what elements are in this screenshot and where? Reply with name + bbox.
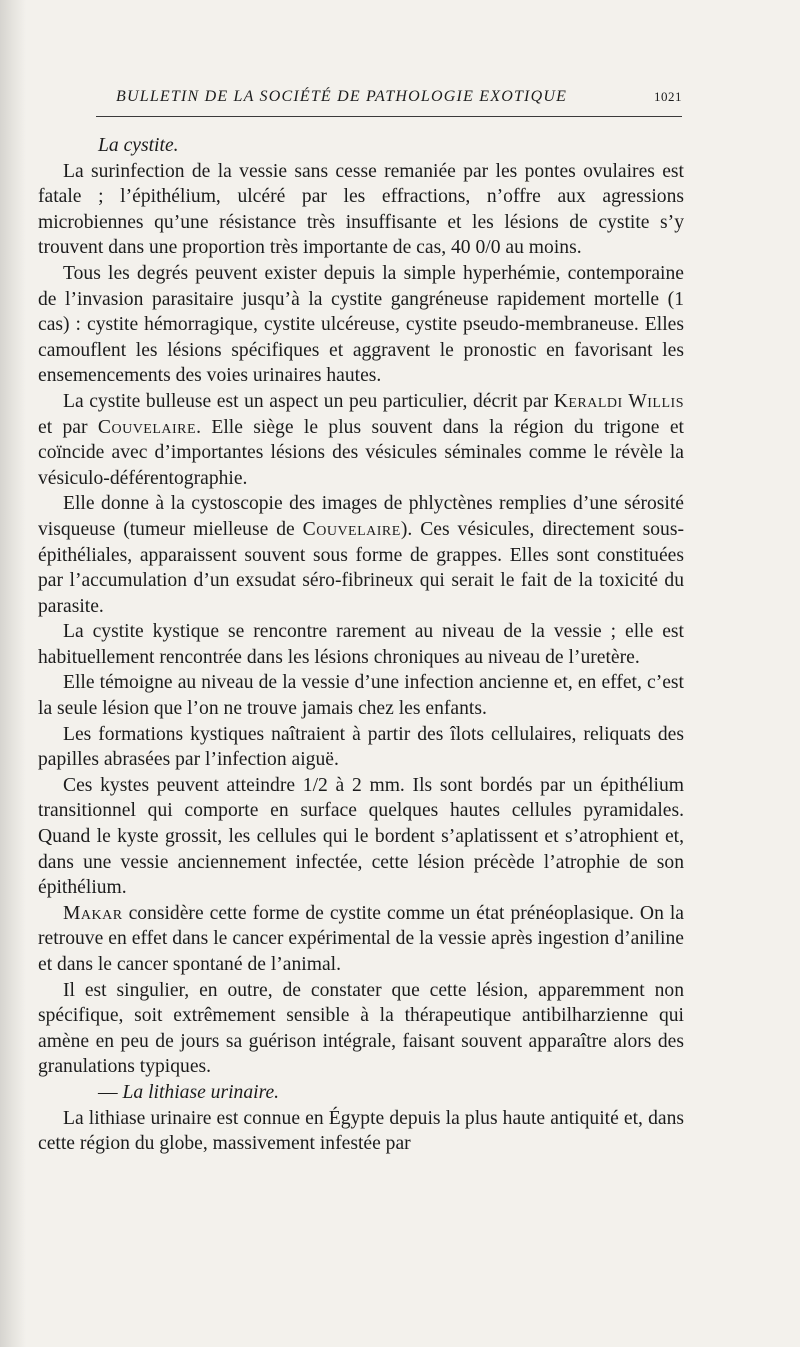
- author-name: Couvelaire: [302, 518, 401, 540]
- paragraph: [38, 491, 684, 619]
- paragraph: Tous les degrés peuvent exister depuis la simple hyperhémie, contemporaine de l’invasion parasitaire jusqu’à la cystite gangréneuse rapidement mortelle (1 cas) : cystite hémorragique, cystite ulcéreuse, cystite pseudo-membraneuse. Elles camouflent les lésions spécifiques et aggravent le pronostic en favorisant les ensemencements des voies urinaires hautes.: [38, 262, 684, 387]
- paragraph-text: et par: [38, 416, 98, 438]
- header-rule: [96, 116, 682, 117]
- paragraph: La lithiase urinaire est connue en Égypte depuis la plus haute antiquité et, dans cette région du globe, massivement infestée par: [38, 1107, 684, 1155]
- paragraph: [38, 389, 684, 491]
- page-gutter-shadow: [0, 0, 26, 1347]
- author-name: Keraldi: [553, 390, 623, 412]
- paragraph-text: Elle donne à la cystoscopie des images de phlyctènes remplies d’une sérosité visqueuse (tumeur mielleuse de: [38, 493, 684, 540]
- paragraph: Les formations kystiques naîtraient à partir des îlots cellulaires, reliquats des papilles abrasées par l’infection aiguë.: [38, 723, 684, 771]
- article-body: [38, 133, 684, 1157]
- journal-title: BULLETIN DE LA SOCIÉTÉ DE PATHOLOGIE EXOTIQUE: [116, 88, 568, 105]
- paragraph-text: considère cette forme de cystite comme un état prénéoplasique. On la retrouve en effet dans le cancer expérimental de la vessie après ingestion d’aniline et dans le cancer spontané de l’animal.: [38, 902, 684, 975]
- title-dash: —: [98, 1081, 123, 1103]
- author-name: Willis: [628, 390, 684, 412]
- section-title-lithiase: [98, 1080, 684, 1106]
- paragraph: La cystite kystique se rencontre rarement au niveau de la vessie ; elle est habituellement rencontrée dans les lésions chroniques au niveau de l’uretère.: [38, 621, 684, 668]
- paragraph: Elle témoigne au niveau de la vessie d’une infection ancienne et, en effet, c’est la seule lésion que l’on ne trouve jamais chez les enfants.: [38, 672, 684, 720]
- paragraph-text: La cystite bulleuse est un aspect un peu particulier, décrit par: [63, 390, 554, 412]
- page-number: 1021: [654, 89, 682, 104]
- paragraph-text: . Elle siège le plus souvent dans la région du trigone et coïncide avec d’importantes lésions des vésicules séminales comme le révèle la vésiculo-déférentographie.: [38, 416, 684, 489]
- paragraph-text: ). Ces vésicules, directement sous-épithéliales, apparaissent souvent sous forme de grappes. Elles sont constituées par l’accumulation d’un exsudat séro-fibrineux qui serait le fait de la toxicité du parasite.: [38, 518, 684, 617]
- paragraph: La surinfection de la vessie sans cesse remaniée par les pontes ovulaires est fatale ; l’épithélium, ulcéré par les effractions, n’offre aux agressions microbiennes qu’une résistance très insuffisante et les lésions de cystite s’y trouvent dans une proportion très importante de cas, 40 0/0 au moins.: [38, 160, 684, 259]
- title-text: La lithiase urinaire.: [122, 1081, 280, 1103]
- paragraph: Il est singulier, en outre, de constater que cette lésion, apparemment non spécifique, soit extrêmement sensible à la thérapeutique antibilharzienne qui amène en peu de jours sa guérison intégrale, faisant souvent apparaître alors des granulations typiques.: [38, 979, 684, 1078]
- paragraph: Ces kystes peuvent atteindre 1/2 à 2 mm. Ils sont bordés par un épithélium transitionnel qui comporte en surface quelques hautes cellules pyramidales. Quand le kyste grossit, les cellules qui le bordent s’aplatissent et s’atrophient et, dans une vessie anciennement infectée, cette lésion précède l’atrophie de son épithélium.: [38, 774, 684, 899]
- author-name: Makar: [63, 902, 123, 924]
- paragraph: [38, 901, 684, 978]
- author-name: Couvelaire: [97, 416, 197, 438]
- section-title-cystite: La cystite.: [98, 135, 179, 156]
- running-header: [116, 88, 682, 112]
